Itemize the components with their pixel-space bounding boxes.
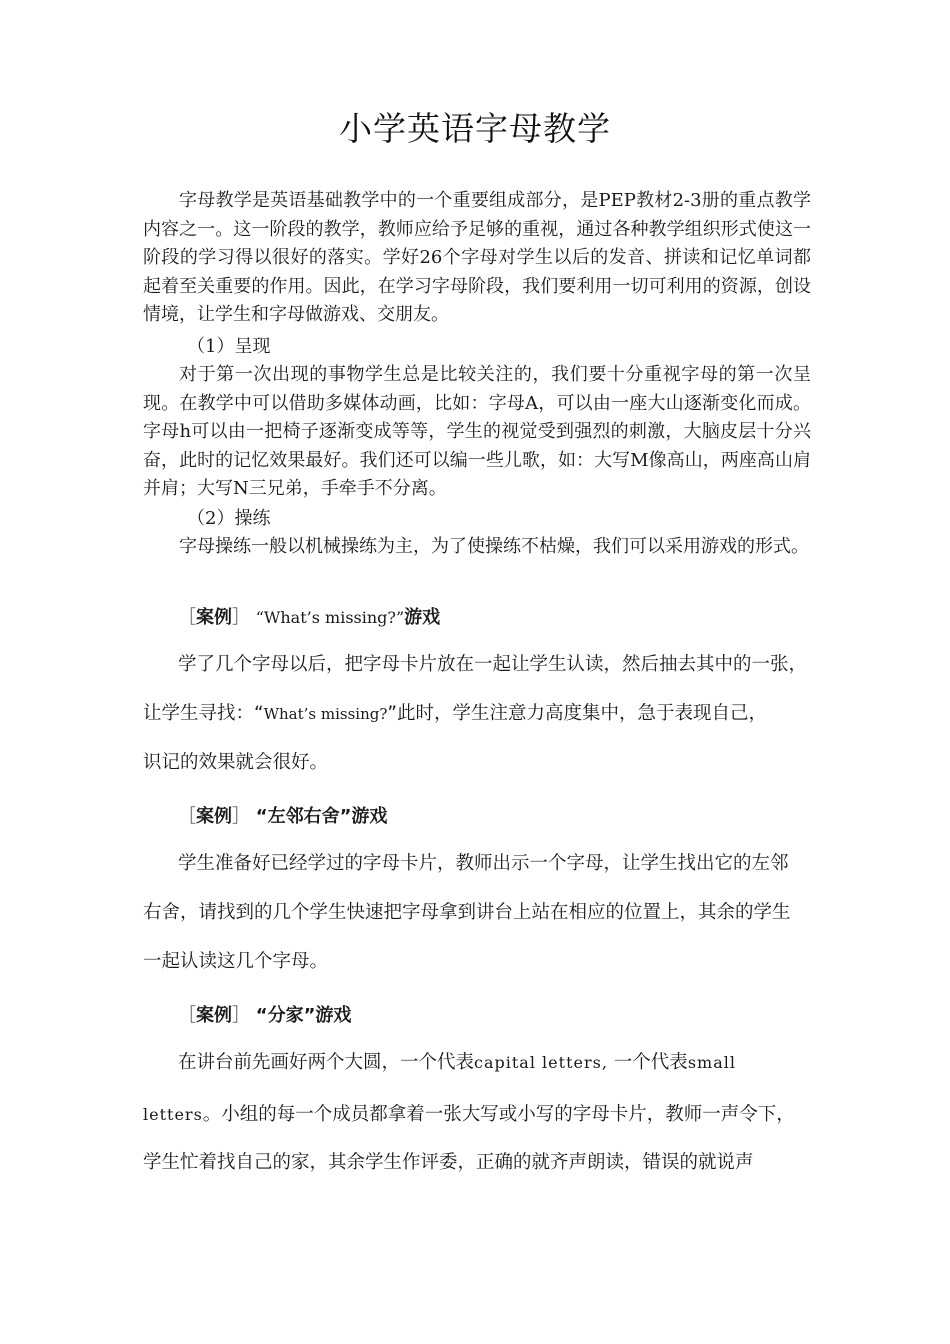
- case3-line-1-c: 一个代表: [613, 1052, 688, 1073]
- case2-bracket-close: ］: [232, 806, 250, 827]
- case3-line-2: [143, 1100, 795, 1126]
- case1-quote-open: “: [255, 608, 264, 627]
- case1-suffix: 游戏: [404, 607, 441, 628]
- case1-label: 案例: [196, 607, 232, 628]
- section-heading-practice: （2）操练: [187, 508, 271, 529]
- case2-label: 案例: [196, 806, 232, 827]
- case3-line-1-b: capital letters,: [474, 1053, 608, 1072]
- case2-line-1: 学生准备好已经学过的字母卡片，教师出示一个字母，让学生找出它的左邻: [178, 853, 789, 874]
- case2-line-2: 右舍，请找到的几个学生快速把字母拿到讲台上站在相应的位置上，其余的学生: [143, 902, 791, 923]
- case3-line-1-a: 在讲台前先画好两个大圆，一个代表: [178, 1052, 475, 1073]
- case3-bracket-close: ］: [232, 1005, 250, 1026]
- case3-title: “分家”游戏: [255, 1005, 352, 1026]
- case1-line-2-end: ”此时，学生注意力高度集中，急于表现自己，: [387, 703, 767, 724]
- paragraph-presentation: 对于第一次出现的事物学生总是比较关注的，我们要十分重视字母的第一次呈现。在教学中可以借助多媒体动画，比如：字母A，可以由一座大山逐渐变化而成。字母h可以由一把椅子逐渐变成等等，学生的视觉受到强烈的刺激，大脑皮层十分兴奋，此时的记忆效果最好。我们还可以编一些儿歌，如：大写M像高山，两座高山肩并肩；大写N三兄弟，手牵手不分离。: [143, 364, 811, 499]
- case3-label: 案例: [196, 1005, 232, 1026]
- case1-line-1: 学了几个字母以后，把字母卡片放在一起让学生认读，然后抽去其中的一张，: [178, 654, 808, 675]
- case1-bracket-open: ［: [178, 607, 196, 628]
- paragraph-intro: 字母教学是英语基础教学中的一个重要组成部分，是PEP教材2-3册的重点教学内容之一。这一阶段的教学，教师应给予足够的重视，通过各种教学组织形式使这一阶段的学习得以很好的落实。学好26个字母对学生以后的发音、拼读和记忆单词都起着至关重要的作用。因此，在学习字母阶段，我们要利用一切可利用的资源，创设情境，让学生和字母做游戏、交朋友。: [143, 190, 811, 325]
- case1-line-3: 识记的效果就会很好。: [143, 752, 329, 773]
- case2-line-3: 一起认读这几个字母。: [143, 951, 329, 972]
- case3-line-2-b: 。小组的每一个成员都拿着一张大写或小写的字母卡片，教师一声令下，: [202, 1104, 795, 1125]
- document-title: 小学英语字母教学: [339, 109, 611, 148]
- paragraph-practice: 字母操练一般以机械操练为主，为了使操练不枯燥，我们可以采用游戏的形式。: [179, 536, 809, 557]
- case1-name: What’s missing?: [263, 608, 396, 627]
- case3-line-1: [178, 1048, 736, 1074]
- section-heading-presentation: （1）呈现: [187, 336, 271, 357]
- case3-bracket-open: ［: [178, 1005, 196, 1026]
- case3-line-3: 学生忙着找自己的家，其余学生作评委，正确的就齐声朗读，错误的就说声: [143, 1152, 754, 1173]
- case1-bracket-close: ］: [232, 607, 250, 628]
- case1-line-2: [143, 699, 767, 725]
- case3-heading: [178, 1001, 351, 1027]
- case1-line-2-latin: What’s missing?: [263, 705, 388, 723]
- case2-bracket-open: ［: [178, 806, 196, 827]
- case2-title: “左邻右舍”游戏: [255, 806, 388, 827]
- case3-line-2-a: letters: [143, 1105, 203, 1124]
- case1-heading: [178, 603, 440, 629]
- case1-line-2-start: 让学生寻找：“: [143, 703, 264, 724]
- case1-quote-close: ”: [395, 608, 405, 627]
- case2-heading: [178, 802, 387, 828]
- case3-line-1-d: small: [687, 1053, 736, 1072]
